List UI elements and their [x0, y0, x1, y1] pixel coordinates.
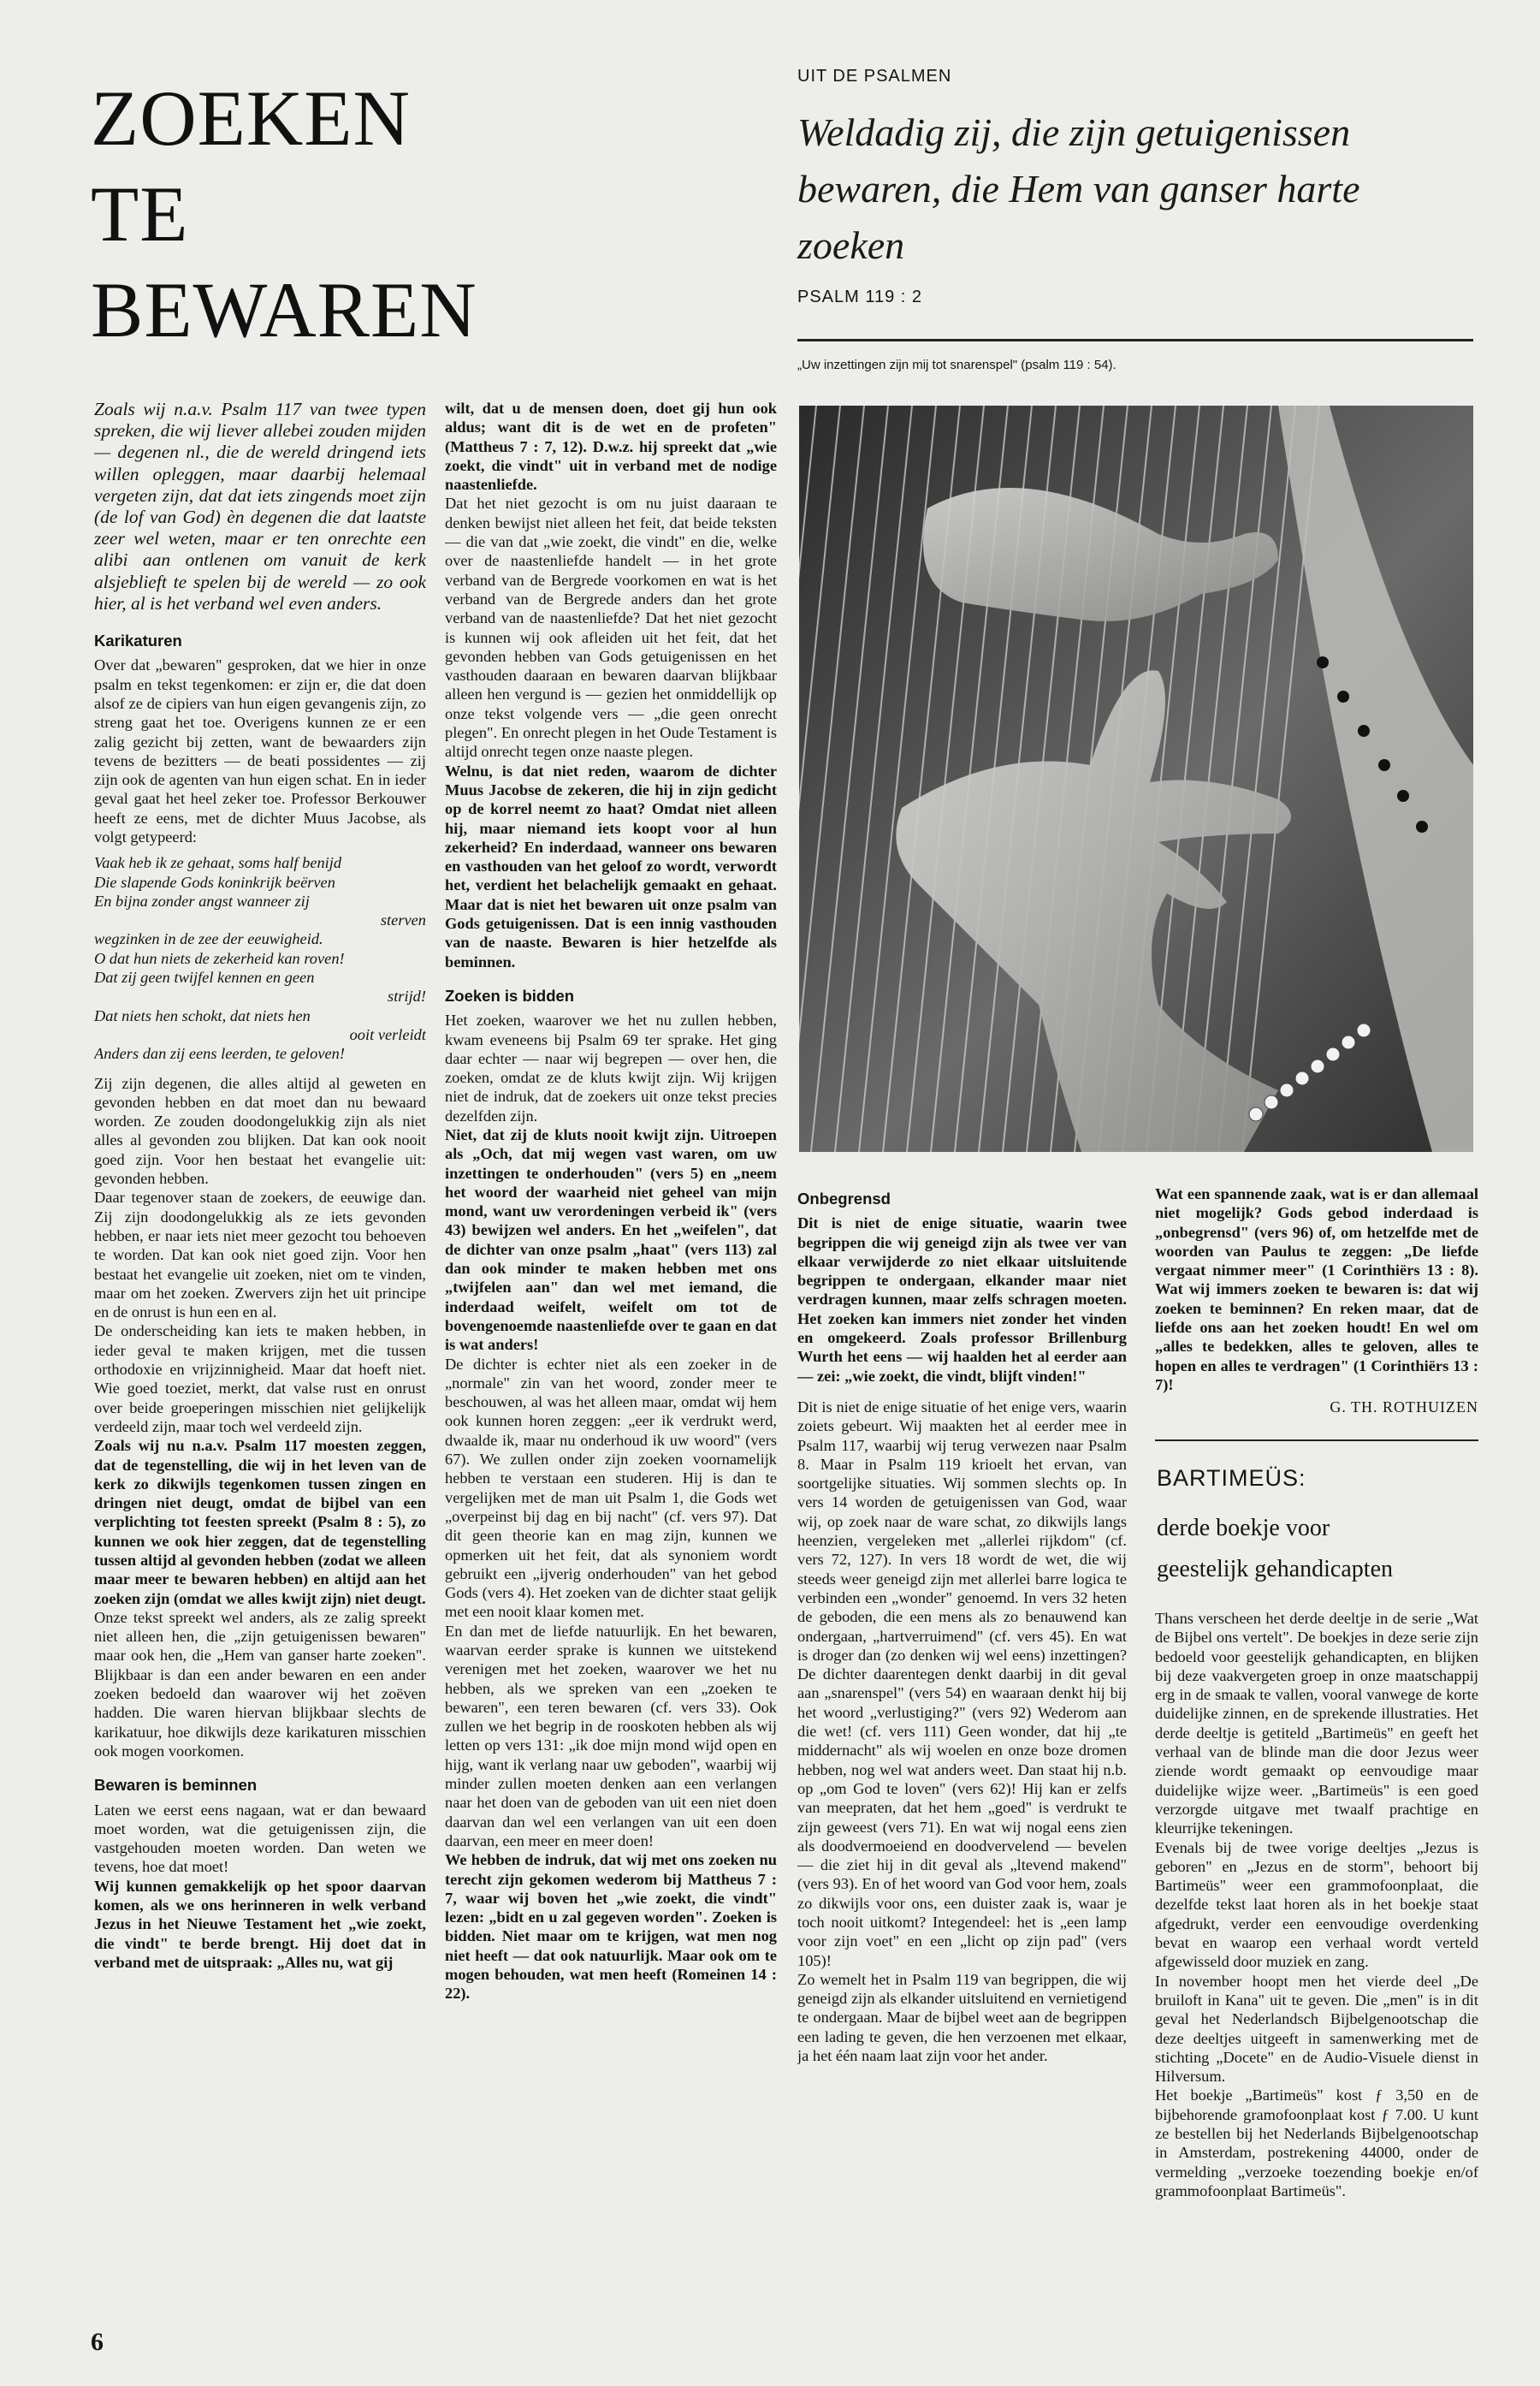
psalm-quote: Weldadig zij, die zijn getuigenissen bewaren, die Hem van ganser harte zoeken [797, 110, 1360, 267]
poem-quote [94, 853, 426, 1063]
paragraph-bold: Niet, dat zij de kluts nooit kwijt zijn. Uitroepen als „Och, dat mij wegen vast waren, om uw inzettingen te onderhouden" (vers 5) en „neem het woord der waarheid niet geheel van mijn mond, want uw verordeningen verbeid ik" (vers 43) bewijzen wel anders. En het „weifelen", dat de dichter van onze psalm „haat" (vers 113) zal dan ook minder te maken hebben met ons „twijfelen aan" dan wel met iemand, die inderdaad weifelt, weifelt om tot de bovengenoemde naastenliefde over te gaan en dat is wat anders! [445, 1125, 777, 1354]
article-title-line: TE [91, 170, 189, 258]
paragraph-bold: Welnu, is dat niet reden, waarom de dichter Muus Jacobse de zekeren, die hij in zijn gedicht op de korrel neemt zo haat? Omdat niet alleen hij, maar niemand iets koopt voor al hun zekerheid? En inderdaad, wanneer ons bewaren en vasthouden van het geloof zo wordt, verwordt het, verdient het belachelijk gemaakt en gehaat. Maar dat is niet het bewaren uit onze psalm van Gods getuigenissen. Dat is een innig vasthouden van de naaste. Bewaren is hier hetzelfde als beminnen. [445, 762, 777, 970]
paragraph: Over dat „bewaren" gesproken, dat we hier in onze psalm en tekst tegenkomen: er zijn er, die dat doen alsof ze de cipiers van hun eigen gevangenis zijn, zo streng gaat het toe. Overigens kunnen ze er een zalig gezicht bij zetten, want de bewaarders zijn tevens de bezitters — de beati possidentes — zij zijn ook de agenten van hun eigen schat. En in ieder geval gaat het heel zeker toe. Professor Berkouwer heeft ze eens, met de dichter Muus Jacobse, als volgt getypeerd: [94, 656, 426, 846]
article-column-1 [94, 399, 426, 2247]
subheading-zoeken: Zoeken is bidden [445, 986, 575, 1005]
paragraph: Laten we eerst eens nagaan, wat er dan bewaard moet worden, wat die getuigenissen zijn, die vastgehouden moeten worden. Dan weten we tevens, hoe dat moet! [94, 1801, 426, 1876]
article-column-3 [797, 1190, 1127, 2268]
poem-line: Vaak heb ik ze gehaat, soms half benijd [94, 854, 342, 872]
harp-illustration [799, 406, 1473, 1152]
paragraph: Het zoeken, waarover we het nu zullen hebben, kwam eveneens bij Psalm 69 ter sprake. Het ging daar echter — naar wij begrepen — over hen, die zoeken, omdat ze de kluts kwijt zijn. Wij krijgen niet de indruk, dat de zoekers uit onze tekst precies dezelfden zijn. [445, 1012, 777, 1125]
bartimeus-subtitle-line: derde boekje voor [1157, 1515, 1330, 1541]
paragraph: Het boekje „Bartimeüs" kost ƒ 3,50 en de bijbehorende gramofoonplaat kost ƒ 7.00. U kunt ze bestellen bij het Nederlands Bijbelgenootschap in Amsterdam, postrekening 44000, onder de vermelding „verzoeke toezending boekje en/of grammofoonplaat Bartimeüs". [1155, 2086, 1478, 2199]
article-column-4 [1155, 1184, 1478, 1433]
paragraph: Onze tekst spreekt wel anders, als ze zalig spreekt niet alleen hen, die „zijn getuigenissen bewaren" maar ook hen, die „Hem van ganser harte zoeken". Blijkbaar is dan een ander bewaren en een ander zoeken bedoeld dan waarover wij het zoëven hadden. Die waren hiervan blijkbaar slechts de karikatuur, hoe dikwijls deze karikaturen misschien ook mogen voorkomen. [94, 1608, 426, 1760]
article-title [91, 70, 477, 358]
article-title-line: BEWAREN [91, 266, 477, 353]
bartimeus-subtitle-line: geestelijk gehandicapten [1157, 1556, 1393, 1582]
paragraph: Zij zijn degenen, die alles altijd al geweten en gevonden hebben en dat moet dan nu bewaard worden. Ze zouden doodongelukkig zijn als niet alles al gevonden zou blijken. Dat kan ook nooit goed zijn. Voor hen bestaat het evangelie uit: gevonden hebben. [94, 1074, 426, 1188]
poem-line: ooit verleidt [349, 1025, 426, 1043]
author-signature: G. TH. ROTHUIZEN [1330, 1398, 1478, 1416]
psalm-reference: PSALM 119 : 2 [797, 288, 923, 306]
paragraph: In november hoopt men het vierde deel „De bruiloft in Kana" uit te geven. Die „men" is in dit geval het Nederlandsch Bijbelgenootschap die deze deeltjes uitgeeft in samenwerking met de stichting „Docete" en de Audio-Visuele dienst in Hilversum. [1155, 1972, 1478, 2086]
poem-line: Dat zij geen twijfel kennen en geen [94, 969, 315, 987]
poem-line: O dat hun niets de zekerheid kan roven! [94, 949, 345, 967]
paragraph: Evenals bij de twee vorige deeltjes „Jezus is geboren" en „Jezus en de storm", behoort bij Bartimeüs" weer een grammofoonplaat, die dezelfde tekst laat horen als in het boekje staat afgedrukt, verder een eenvoudige overdenking bevat en waarop een verhaal wordt verteld afgewisseld door muziek en zang. [1155, 1838, 1478, 1971]
paragraph: Zo wemelt het in Psalm 119 van begrippen, die wij geneigd zijn als elkander uitsluitend en vernietigend te ondergaan. Maar de bijbel weet aan de begrippen een lading te geven, die hen verzoenen met elkaar, ja het één naam laat zijn voor het ander. [797, 1970, 1127, 2065]
subheading-karikaturen: Karikaturen [94, 632, 182, 650]
lead-paragraph: Zoals wij n.a.v. Psalm 117 van twee typen spreken, die wij liever allebei zouden mijden — degenen nl., die de wereld dringend iets willen opleggen, maar daarbij helemaal vergeten zijn, dat dat iets zingends moet zijn (de lof van God) èn degenen die dat laatste zeer wel weten, maar er ten onrechte een alibi aan ontlenen om vanuit de kerk alsjeblieft te spelen bij de wereld — zo ook hier, al is het verband wel even anders. [94, 399, 426, 614]
paragraph-bold: wilt, dat u de mensen doen, doet gij hun ook aldus; want dit is de wet en de profeten" (Mattheus 7 : 7, 12). D.w.z. hij spreekt dat „wie zoekt, die vindt" uit in verband met de nodige naastenliefde. [445, 400, 777, 494]
paragraph: De dichter is echter niet als een zoeker in de „normale" zin van het woord, zonder meer te beschouwen, al was het alleen maar, omdat wij hem ook kunnen horen zeggen: „eer ik verdrukt werd, dwaalde ik, maar nu onderhoud ik uw woord" (vers 67). We zullen onder zijn zoeken voornamelijk hebben te verstaan een studeren. Hij is dan te vergelijken met de man uit Psalm 1, die Gods wet „overpeinst bij dag en bij nacht" (cf. vers 97). Dat dit geen theorie kan en mag zijn, kunnen we opmerken uit het feit, dat als synoniem wordt gebruikt een „ijverig onderhouden" van het gebod Gods (vers 4). Het zoeken van de dichter staat gelijk met een nooit klaar komen met. [445, 1355, 777, 1621]
poem-line: En bijna zonder angst wanneer zij [94, 892, 310, 910]
photo-caption: „Uw inzettingen zijn mij tot snarenspel" (psalm 119 : 54). [797, 358, 1116, 372]
paragraph: En dan met de liefde natuurlijk. En het bewaren, waarvan eerder sprake is kunnen we uitstekend verenigen met het zoeken, waarover we het nu hebben, als we spreken van een „zoeken te bewaren", een teren bewaren (cf. vers 33). Ook zullen we het begrip in de rooskoten hebben als wij letten op vers 131: „ik doe mijn mond wijd open en hijg, want ik verlang naar uw geboden", waarbij wij minder zullen moeten denken aan een verlangen naar het doen van de geboden van uit een niet doen daarvan dan wel een verlangen van uit een doen daarvan, een meer en meer doen! [445, 1622, 777, 1849]
paragraph: Dat het niet gezocht is om nu juist daaraan te denken bewijst niet alleen het feit, dat beide teksten — die van dat „wie zoekt, die vindt" en die, welke over de naastenliefde handelt — in het grote verband van de Bergrede voorkomen en wat is het verband van de Bergrede anders dan het grote verband van de naastenliefde? Dat het niet gezocht is kunnen wij ook afleiden uit het feit, dat het gevonden hebben van Gods getuigenissen en het vasthouden daaraan en bewaren daarvan blijkbaar alleen hen vergund is — gezien het onmiddellijk op onze tekst volgende vers — „die geen onrecht plegen". En onrecht plegen in het Oude Testament is altijd onrecht tegen onze naaste plegen. [445, 495, 777, 761]
paragraph: Dit is niet de enige situatie of het enige vers, waarin zoiets gebeurt. Wij maakten het al eerder mee in Psalm 117, waarbij wij terug verwezen naar Psalm 8. Maar in Psalm 119 krioelt het ervan, van soortgelijke situaties. Wij sommen slechts op. In vers 14 worden de getuigenissen van God, waar wij, op zoek naar de ware schat, zo dikwijls langs heenzien, vergeleken met „allerlei rijkdom" (cf. vers 72, 127). In vers 18 wordt de wet, die wij steeds weer geneigd zijn met allerlei barre logica te verbinden een „wonder" genoemd. In vers 32 heten de geboden, die een mens als zo benauwend kan ondergaan, „hartverruimend" (cf. vers 45). En wat is droger dan (zo denken wij wel eens) inzettingen? De dichter daarentegen denkt daarbij in dit geval aan „snarenspel" (vers 54) en waaraan denkt hij bij het woord „verlustiging?" (vers 92) Wederom aan die wet! (cf. vers 111) Geen wonder, dat hij „te middernacht" als wij woelen en onze boze dromen hebben, nog wel wat anders weet. Dan staat hij n.b. op „om God te loven" (vers 62)! Hij kan er zelfs van meepraten, dat het hem „goed" is verdrukt te zijn geweest (vers 71). En wat wij nogal eens zien als doodvermoeiend en doodvervelend — bevelen — die ziet hij in dit geval als „ltevend makend" (vers 93). En of het woord van God voor hem, zoals zo dikwijls voor ons, een duister zaak is, waar je toch nooit uitkomt? Integendeel: het is „een lamp voor zijn voet" en een „licht op zijn pad" (vers 105)! [797, 1398, 1127, 1969]
bartimeus-title: BARTIMEÜS: [1157, 1465, 1306, 1491]
paragraph: Thans verscheen het derde deeltje in de serie „Wat de Bijbel ons vertelt". De boekjes in deze serie zijn bedoeld voor geestelijk gehandicapten, en blijken bij deze vaakvergeten groep in onze maatschappij erg in de smaak te vallen, vooral vanwege de korte duidelijke zinnen, en de sprekende illustraties. Het derde deeltje is getiteld „Bartimeüs" en geeft het verhaal van de blinde man die door Jezus weer ziende wordt gemaakt op eenvoudige maar duidelijke wijze weer. „Bartimeüs" is een goed verzorgde uitgave met twaalf prachtige en kleurrijke tekeningen. [1155, 1610, 1478, 1837]
poem-line: Dat niets hen schokt, dat niets hen [94, 1006, 311, 1024]
bartimeus-divider [1155, 1439, 1478, 1441]
bartimeus-body [1155, 1609, 1478, 2311]
paragraph-bold: Wat een spannende zaak, wat is er dan allemaal niet mogelijk? Gods gebod inderdaad is „onbegrensd" (vers 96) of, om hetzelfde met de woorden van Paulus te zeggen: „De liefde vergaat nimmer meer" (1 Corinthiërs 13 : 8). Wat wij immers zoeken te bewaren is: dat wij zoeken te beminnen? En reken maar, dat de liefde ons aan het zoeken houdt! En wel om „alles te bedekken, alles te geloven, alles te hopen en alles te verdragen" (1 Corinthiërs 13 : 7)! [1155, 1185, 1478, 1393]
article-title-line: ZOEKEN [91, 74, 411, 162]
paragraph-bold: We hebben de indruk, dat wij met ons zoeken nu terecht zijn gekomen wederom bij Mattheus 7 : 7, waar wij boven het „wie zoekt, die vindt" lezen: „bidt en u zal gegeven worden". Zoeken is bidden. Niet maar om te krijgen, wat men nog niet heeft — dat ook natuurlijk. Maar ook om te mogen behouden, wat men heeft (Romeinen 14 : 22). [445, 1851, 777, 2003]
paragraph-bold: Zoals wij nu n.a.v. Psalm 117 moesten zeggen, dat de tegenstelling, die wij in het leven van de kerk zo dikwijls tegenkomen tussen zingen en dringen niet deugt, omdat de bijbel van een verplichting tot feesten spreekt (Psalm 8 : 5), zo kunnen we ook hier zeggen, dat de tegenstelling tussen altijd al gevonden hebben (zodat we alleen maar meer te bewaren hebben) en altijd aan het zoeken zijn (omdat we alles kwijt zijn) niet deugt. [94, 1437, 426, 1607]
subheading-bewaren: Bewaren is beminnen [94, 1776, 258, 1795]
header-divider [797, 339, 1473, 341]
harp-hands-photo [799, 406, 1473, 1152]
bartimeus-subtitle [1157, 1508, 1478, 1590]
paragraph: Daar tegenover staan de zoekers, de eeuwige dan. Zij zijn doodongelukkig als ze iets gevonden hebben, er naar iets niet meer gezocht tou behoeven te worden. Dat kan ook niet goed zijn. Voor hen bestaat het evangelie uit zoeken, niet om te vinden, maar om het zoeken. Zwervers zijn het uit principe en de onrust is hun een en al. [94, 1189, 426, 1321]
poem-line: Anders dan zij eens leerden, te geloven! [94, 1045, 345, 1063]
subheading-onbegrensd: Onbegrensd [797, 1190, 891, 1208]
poem-line: wegzinken in de zee der eeuwigheid. [94, 930, 323, 948]
poem-line: strijd! [388, 988, 426, 1006]
page-number: 6 [91, 2328, 104, 2356]
poem-line: Die slapende Gods koninkrijk beërven [94, 873, 335, 891]
article-column-2 [445, 399, 777, 2273]
paragraph-bold: Wij kunnen gemakkelijk op het spoor daarvan komen, als we ons herinneren in welk verband Jezus in het Nieuwe Testament het „wie zoekt, die vindt" te berde brengt. Hij doet dat in verband met de uitspraak: „Alles nu, wat gij [94, 1877, 426, 1971]
paragraph-bold: Dit is niet de enige situatie, waarin twee begrippen die wij geneigd zijn als twee ver van elkaar verwijderde zo niet elkaar uitsluitende begrippen te ondergaan, elkander maar niet verdragen kunnen, maar zelfs schragen moeten. Het zoeken kan immers niet zonder het vinden en omgekeerd. Zoals professor Brillenburg Wurth het eens — wij haalden het al eerder aan — zei: „wie zoekt, die vindt, blijft vinden!" [797, 1214, 1127, 1385]
section-label: UIT DE PSALMEN [797, 67, 952, 86]
paragraph: De onderscheiding kan iets te maken hebben, in ieder geval te maken krijgen, met die tussen orthodoxie en vrijzinnigheid. Maar dat hoeft niet. Wie goed toeziet, merkt, dat valse rust en onrust over beide groeperingen misschien niet gelijkelijk verdeeld zijn, maar toch wel verdeeld zijn. [94, 1322, 426, 1435]
poem-line: sterven [380, 911, 426, 929]
